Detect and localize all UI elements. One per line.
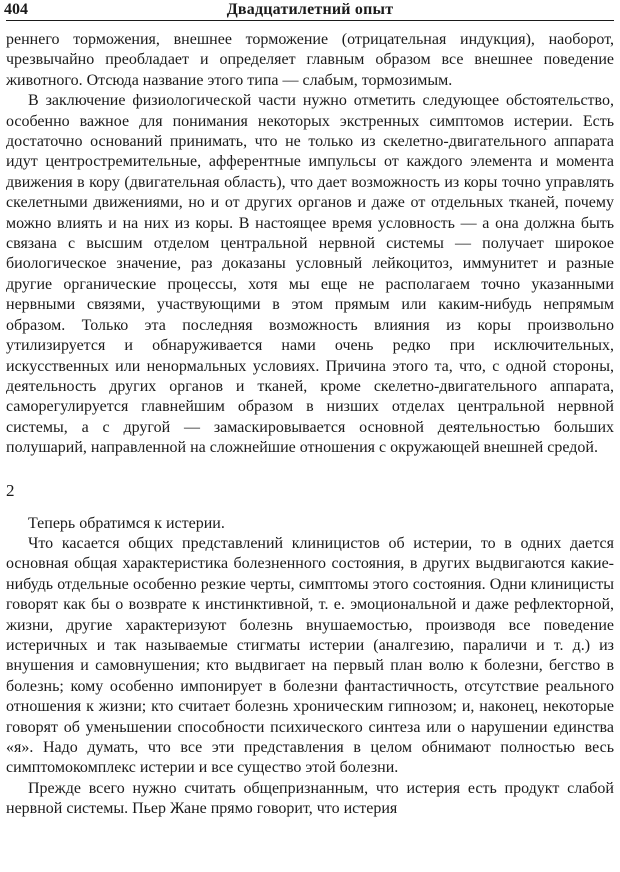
paragraph: Что касается общих представлений клиницистов об истерии, то в одних дается основная общая характеристика болезненного состояния, в других выдвигаются какие-нибудь отдельные особенно резкие черты, симптомы этого состояния. Одни клиницисты говорят как бы о возврате к инстинктивной, т. е. эмоциональной и даже рефлекторной, жизни, другие характеризуют болезнь внушаемостью, производя все поведение истеричных и так называемые стигматы истерии (аналгезию, параличи и т. д.) из внушения и самовнушения; кто выдвигает на первый план волю к болезни, бегство в болезнь; кому особенно импонирует в болезни фантастичность, отсутствие реального отношения к жизни; кто считает болезнь хроническим гипнозом; и, наконец, некоторые говорят об уменьшении способности психического синтеза или о нарушении единства «я». Надо думать, что все эти представления в целом обнимают полностью весь симптомокомплекс истерии и все существо этой болезни.	[6, 534, 614, 777]
paragraph: Теперь обратимся к истерии.	[28, 514, 225, 532]
paragraph: Прежде всего нужно считать общепризнанным, что истерия есть продукт слабой нервной системы. Пьер Жане прямо говорит, что истерия	[6, 779, 614, 818]
running-head	[6, 0, 614, 21]
paragraph: В заключение физиологической части нужно отметить следующее обстоятельство, особенно важное для понимания некоторых экстренных симптомов истерии. Есть достаточно оснований принимать, что не только из скелетно-двигательного аппарата идут центростремительные, афферентные импульсы от каждого элемента и момента движения в кору (двигательная область), что дает возможность из коры точно управлять скелетными движениями, но и от других органов и даже от отдельных тканей, почему можно влиять и на них из коры. В настоящее время условность — а она должна быть связана с высшим отделом центральной нервной системы — получает широкое биологическое значение, раз доказаны условный лейкоцитоз, иммунитет и разные другие органические процессы, хотя мы еще не располагаем точно указанными нервными связями, участвующими в этом прямым или каким-нибудь непрямым образом. Только эта последняя возможность влияния из коры произвольно утилизируется и обнаруживается нами очень редко при исключительных, искусственных или ненормальных условиях. Причина этого та, что, с одной стороны, деятельность других органов и тканей, кроме скелетно-двигательного аппарата, саморегулируется главнейшим образом в низших отделах центральной нервной системы, а с другой — замаскировывается основной деятельностью больших полушарий, направленной на сложнейшие отношения с окружающей внешней средой.	[6, 92, 614, 457]
page-number: 404	[4, 1, 28, 18]
running-title: Двадцатилетний опыт	[226, 1, 394, 18]
body-text	[6, 30, 614, 820]
section-number: 2	[6, 480, 15, 500]
paragraph: реннего торможения, внешнее торможение (отрицательная индукция), наоборот, чрезвычайно преобладает и определяет главным образом все внешнее поведение животного. Отсюда название этого типа — слабым, тормозимым.	[6, 31, 614, 89]
